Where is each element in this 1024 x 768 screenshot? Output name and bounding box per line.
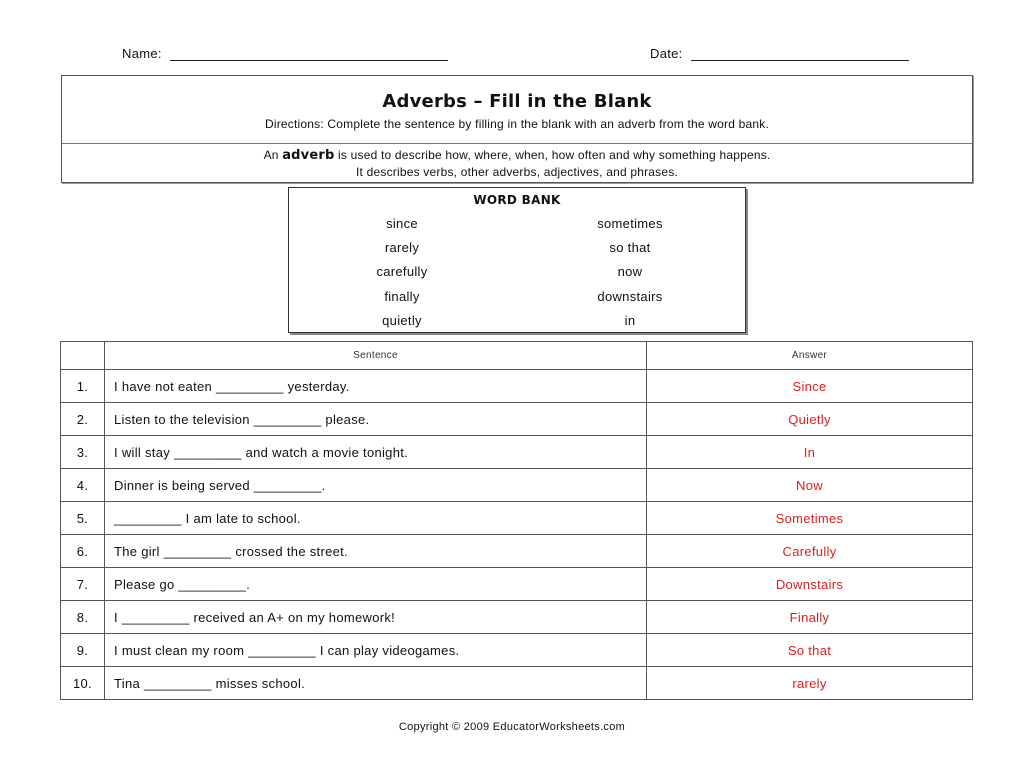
row-number: 4.: [61, 469, 105, 502]
word-bank-item: now: [617, 264, 643, 280]
row-answer: Quietly: [647, 403, 973, 436]
table-row: [61, 535, 973, 568]
row-sentence: Tina _________ misses school.: [105, 667, 647, 700]
row-sentence: I will stay _________ and watch a movie tonight.: [105, 436, 647, 469]
table-header-row: [61, 342, 973, 370]
table-row: [61, 436, 973, 469]
table-row: [61, 502, 973, 535]
definition-section: [62, 144, 972, 180]
word-bank-item: downstairs: [597, 288, 663, 304]
row-sentence: The girl _________ crossed the street.: [105, 535, 647, 568]
row-number: 7.: [61, 568, 105, 601]
row-sentence: I _________ received an A+ on my homework!: [105, 601, 647, 634]
row-answer: Sometimes: [647, 502, 973, 535]
header-sentence: Sentence: [105, 342, 647, 370]
table-row: [61, 403, 973, 436]
row-answer: Carefully: [647, 535, 973, 568]
row-sentence: Dinner is being served _________.: [105, 469, 647, 502]
word-bank-item: sometimes: [597, 216, 663, 231]
header-number-cell: [61, 342, 105, 370]
title-section: [62, 76, 972, 144]
definition-line-1: [62, 147, 972, 164]
row-answer: Since: [647, 370, 973, 403]
row-answer: In: [647, 436, 973, 469]
row-sentence: I must clean my room _________ I can play videogames.: [105, 634, 647, 667]
name-label: Name:: [122, 46, 162, 61]
copyright-footer: Copyright © 2009 EducatorWorksheets.com: [398, 721, 626, 733]
name-blank-line[interactable]: [170, 49, 448, 61]
row-answer: Finally: [647, 601, 973, 634]
header-answer: Answer: [647, 342, 973, 370]
definition-line-2: It describes verbs, other adverbs, adjectives, and phrases.: [356, 165, 678, 179]
row-number: 9.: [61, 634, 105, 667]
table-row: [61, 370, 973, 403]
row-answer: rarely: [647, 667, 973, 700]
word-bank-item: quietly: [382, 312, 422, 328]
date-label: Date:: [650, 46, 683, 61]
row-number: 2.: [61, 403, 105, 436]
word-bank-right-column: [540, 216, 720, 337]
page-title: Adverbs – Fill in the Blank: [382, 91, 652, 112]
word-bank-item: carefully: [376, 264, 428, 280]
word-bank: [288, 187, 746, 333]
definition-term: adverb: [282, 148, 335, 163]
row-answer: Now: [647, 469, 973, 502]
table-row: [61, 601, 973, 634]
row-number: 3.: [61, 436, 105, 469]
name-field: [122, 46, 448, 61]
word-bank-item: rarely: [384, 240, 420, 256]
word-bank-left-column: [312, 216, 492, 337]
row-sentence: I have not eaten _________ yesterday.: [105, 370, 647, 403]
answer-table: [60, 341, 973, 700]
row-answer: So that: [647, 634, 973, 667]
definition-line-1-rest: is used to describe how, where, when, how often and why something happens.: [338, 148, 771, 162]
row-number: 5.: [61, 502, 105, 535]
table-row: [61, 667, 973, 700]
row-sentence: Listen to the television _________ please.: [105, 403, 647, 436]
row-answer: Downstairs: [647, 568, 973, 601]
date-blank-line[interactable]: [691, 49, 909, 61]
table-row: [61, 469, 973, 502]
title-box: [61, 75, 973, 183]
word-bank-item: so that: [609, 240, 651, 256]
date-field: [650, 46, 909, 61]
row-number: 1.: [61, 370, 105, 403]
row-number: 6.: [61, 535, 105, 568]
row-number: 8.: [61, 601, 105, 634]
word-bank-title: WORD BANK: [473, 193, 561, 207]
word-bank-item: finally: [384, 288, 420, 304]
table-row: [61, 634, 973, 667]
directions-text: Directions: Complete the sentence by filling in the blank with an adverb from the word bank.: [265, 117, 769, 131]
definition-prefix: An: [263, 148, 279, 162]
row-sentence: _________ I am late to school.: [105, 502, 647, 535]
word-bank-item: in: [624, 312, 636, 328]
row-sentence: Please go _________.: [105, 568, 647, 601]
row-number: 10.: [61, 667, 105, 700]
word-bank-item: since: [386, 216, 418, 231]
table-row: [61, 568, 973, 601]
